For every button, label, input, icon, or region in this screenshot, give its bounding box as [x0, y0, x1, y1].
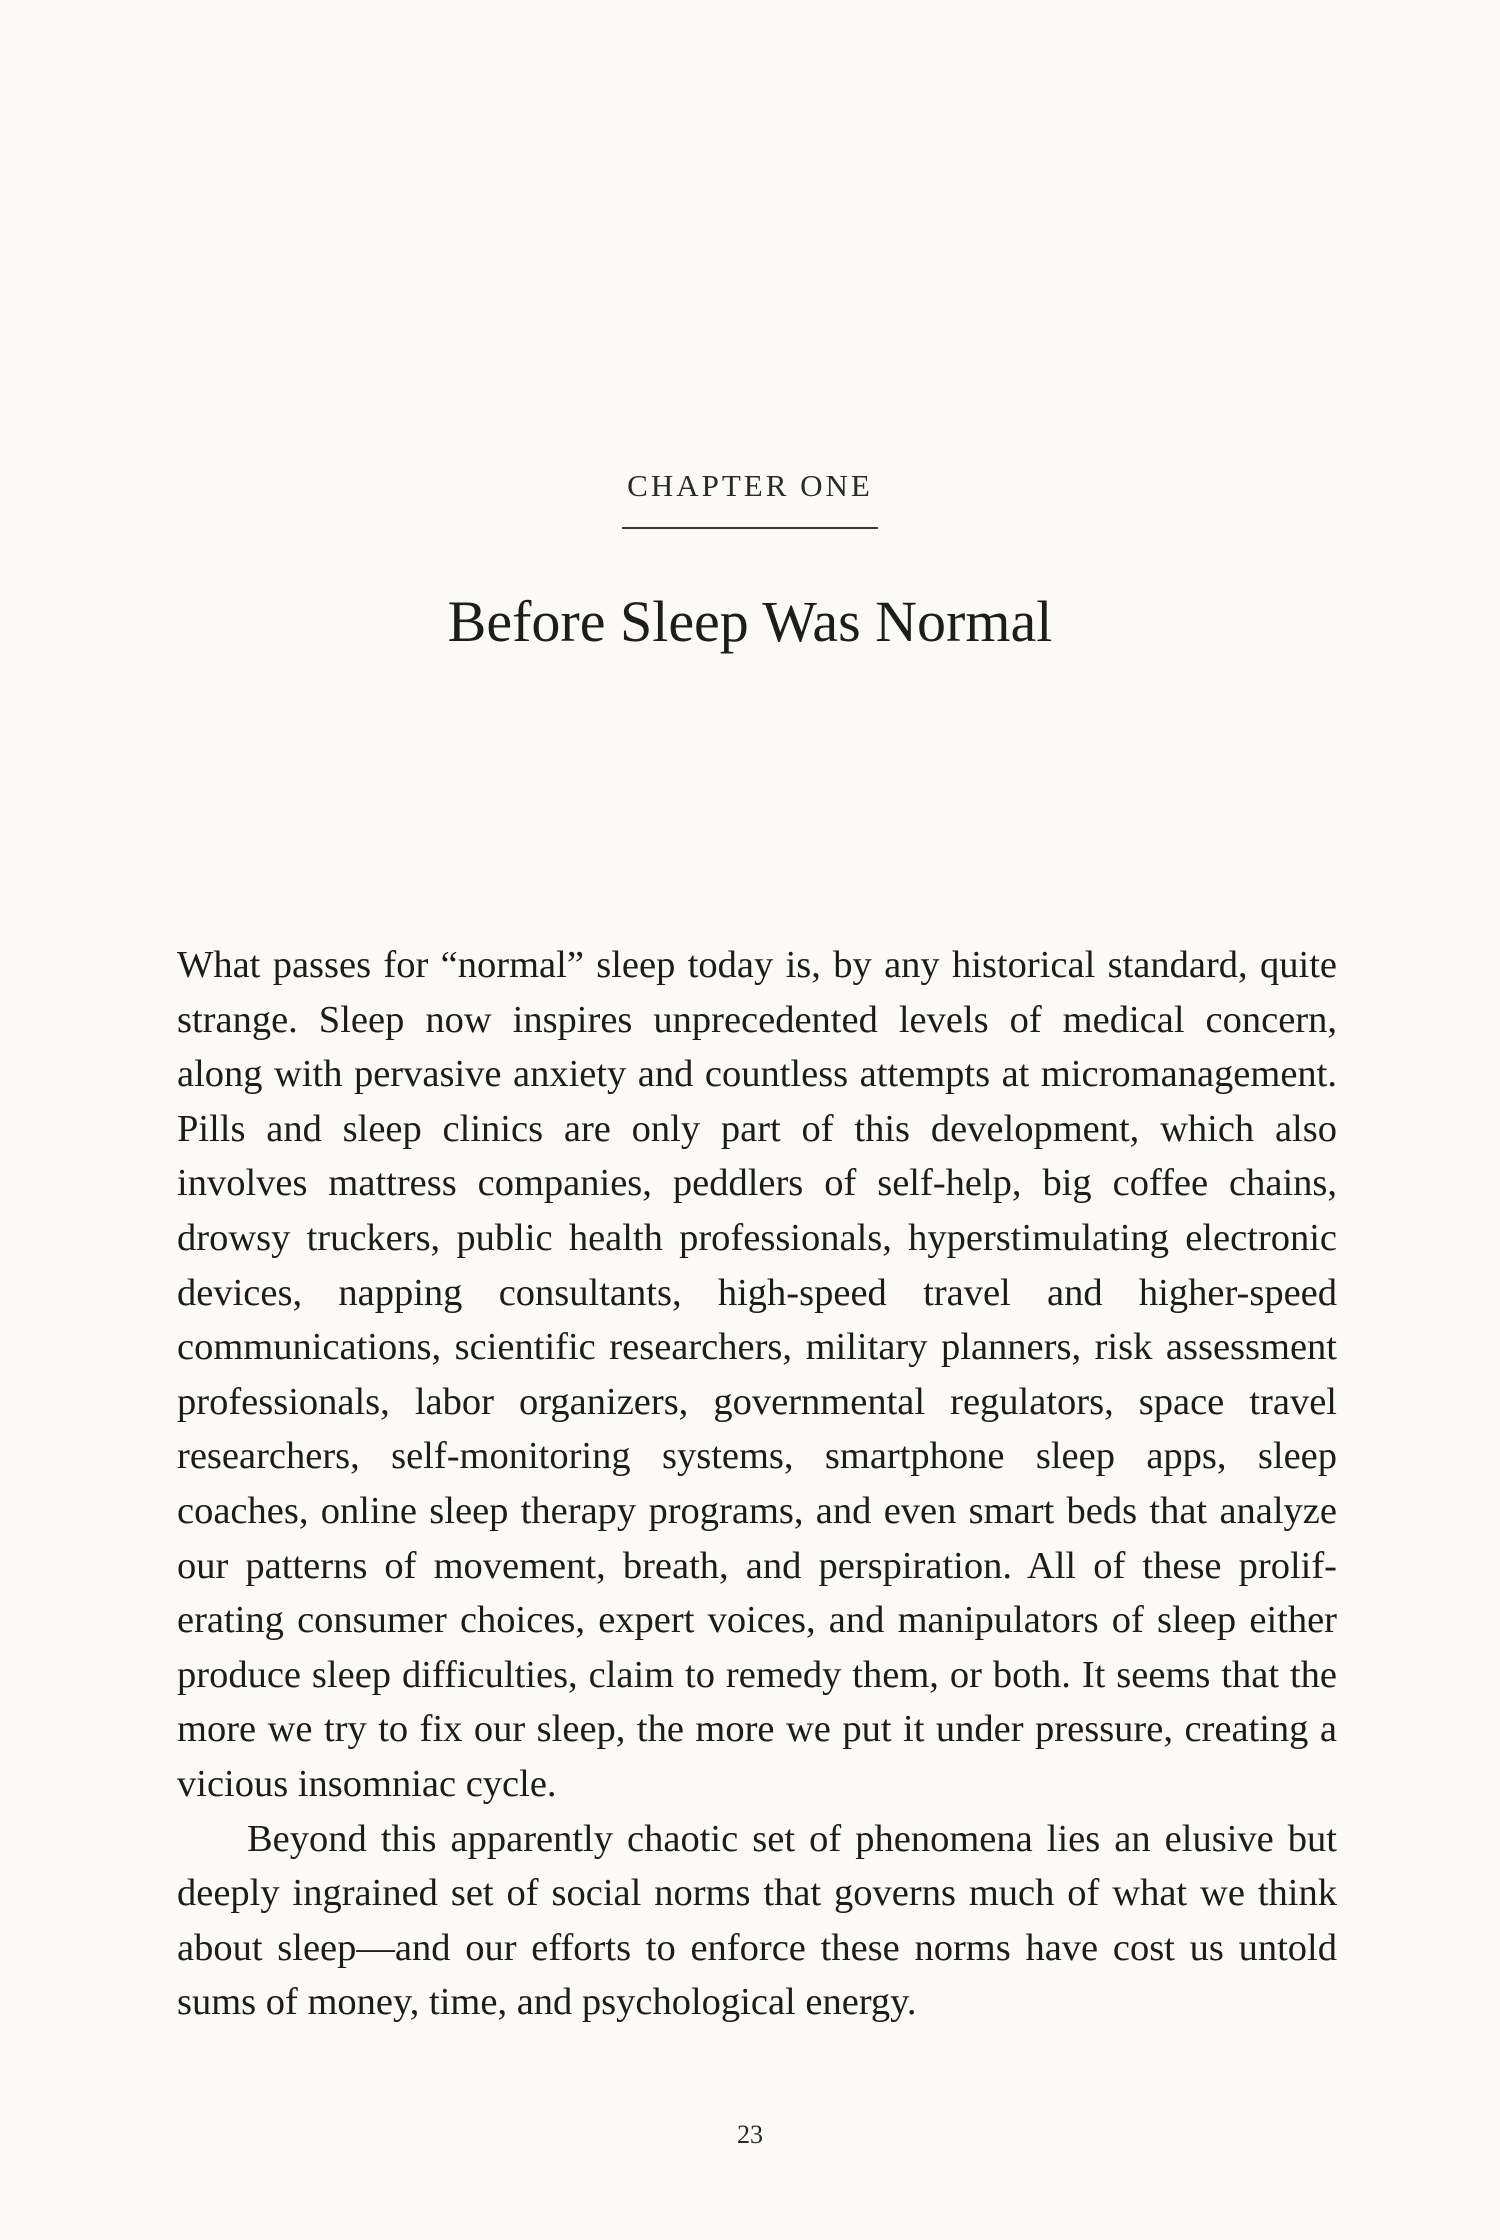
page-number: 23 [737, 2120, 763, 2149]
paragraph-1: What passes for “normal” sleep today is, by any historical standard, quite strange. Sleep now inspires unprecedented levels of medical concern, along with pervasive anxiety and countless attempts at micromanagement. Pills and sleep clinics are only part of this development, which also involves mattress companies, peddlers of self-help, big coffee chains, drowsy truckers, public health professionals, hyperstimulating electronic devices, napping consultants, high-speed travel and higher-speed communications, scientific researchers, military planners, risk assessment professionals, labor organizers, governmental regulators, space travel researchers, self-monitoring systems, smartphone sleep apps, sleep coaches, online sleep therapy programs, and even smart beds that analyze our patterns of movement, breath, and perspiration. All of these proliferating consumer choices, expert voices, and manipulators of sleep either produce sleep difficulties, claim to remedy them, or both. It seems that the more we try to fix our sleep, the more we put it under pressure, creating a vicious insomniac cycle. [177, 944, 1337, 1805]
chapter-label-underline [622, 527, 878, 529]
body-text [177, 938, 1337, 2030]
chapter-label: CHAPTER ONE [627, 468, 873, 503]
paragraph-2: Beyond this apparently chaotic set of phenomena lies an elusive but deeply ingrained set of social norms that governs much of what we think about sleep—and our efforts to enforce these norms have cost us untold sums of money, time, and psychological energy. [177, 1817, 1337, 2024]
chapter-title: Before Sleep Was Normal [447, 589, 1053, 654]
